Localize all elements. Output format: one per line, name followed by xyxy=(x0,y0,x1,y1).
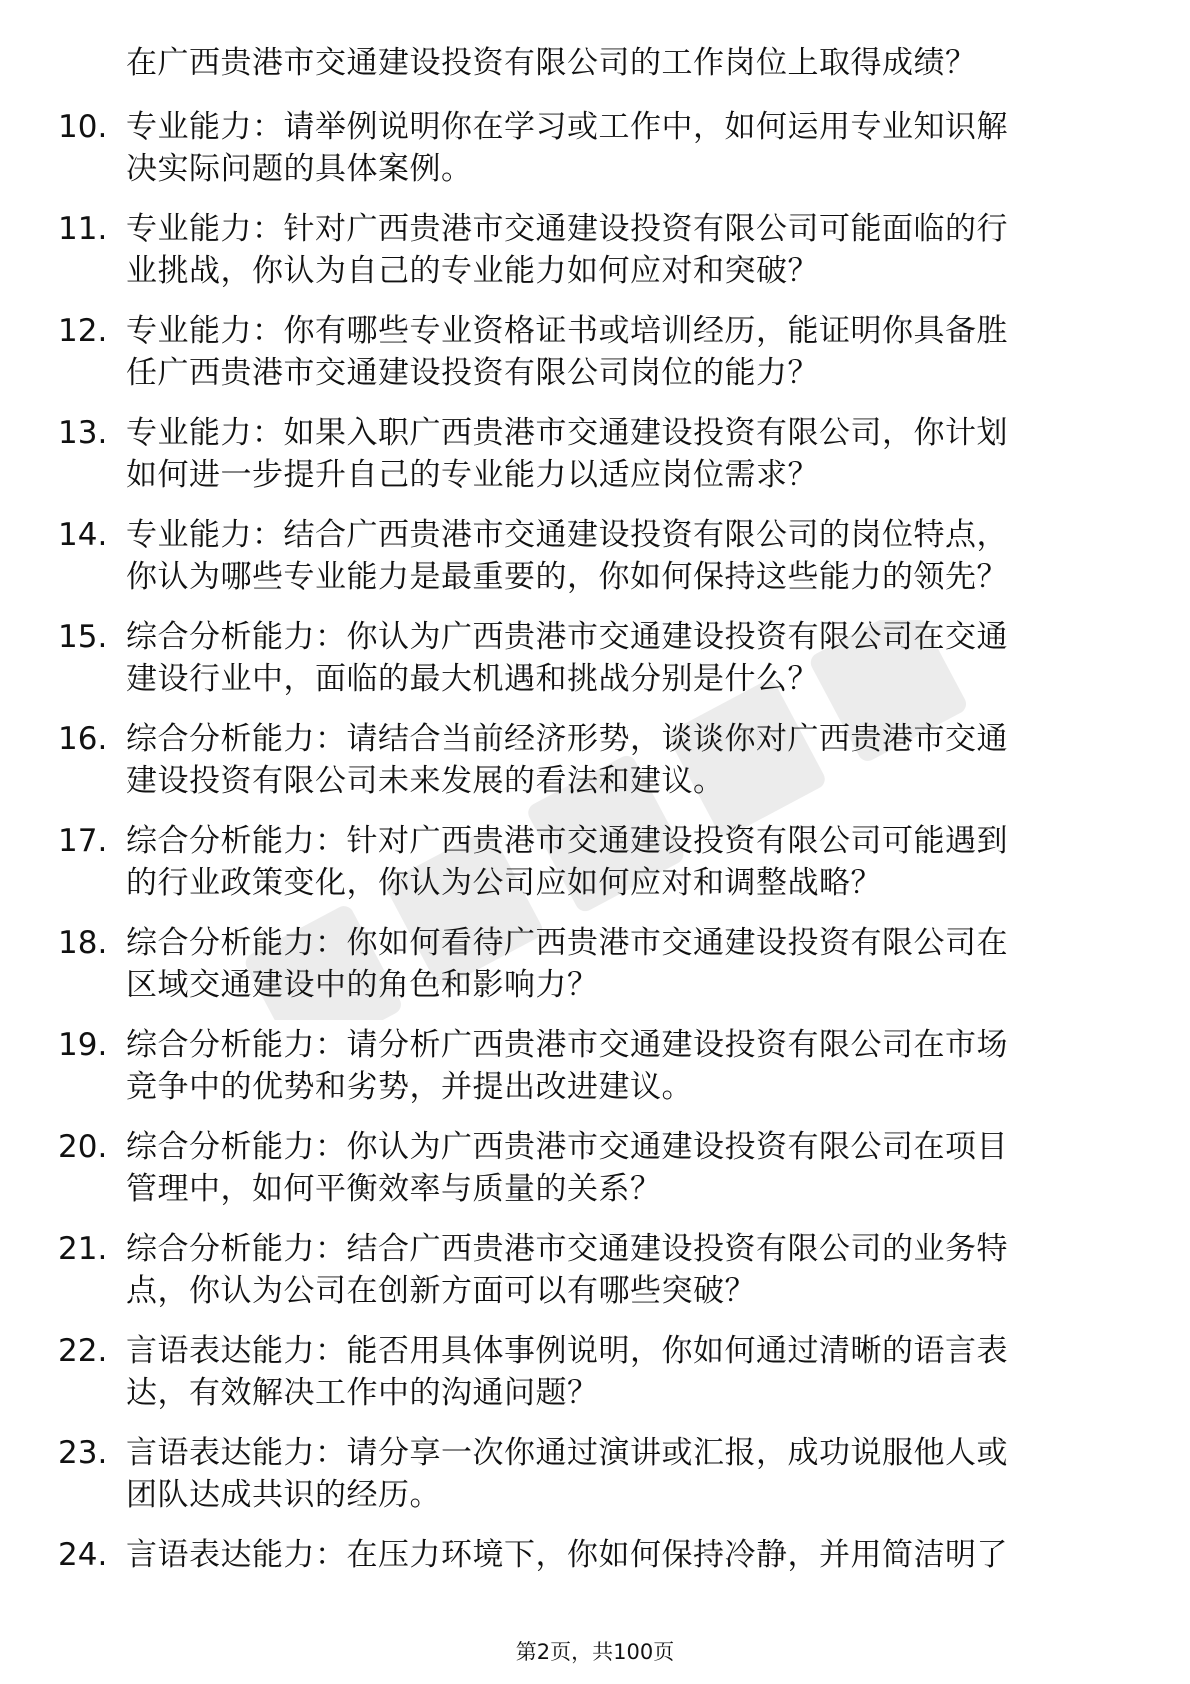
question-number: 11. xyxy=(58,211,108,247)
question-item-18 xyxy=(0,922,1190,1006)
question-item-12 xyxy=(0,310,1190,394)
question-item-20 xyxy=(0,1126,1190,1210)
question-text-line: 点，你认为公司在创新方面可以有哪些突破？ xyxy=(126,1273,756,1309)
question-text-line: 言语表达能力：请分享一次你通过演讲或汇报，成功说服他人或 xyxy=(126,1435,1008,1471)
question-item-19 xyxy=(0,1024,1190,1108)
question-text-line: 达，有效解决工作中的沟通问题？ xyxy=(126,1375,599,1411)
question-text-line: 竞争中的优势和劣势，并提出改进建议。 xyxy=(126,1069,693,1105)
question-text-line: 专业能力：结合广西贵港市交通建设投资有限公司的岗位特点， xyxy=(126,517,1008,553)
question-text-line: 在广西贵港市交通建设投资有限公司的工作岗位上取得成绩？ xyxy=(126,45,977,81)
question-number: 15. xyxy=(58,619,108,655)
question-text-line: 你认为哪些专业能力是最重要的，你如何保持这些能力的领先？ xyxy=(126,559,1008,595)
question-text-line: 的行业政策变化，你认为公司应如何应对和调整战略？ xyxy=(126,865,882,901)
question-item-17 xyxy=(0,820,1190,904)
question-list xyxy=(0,42,1190,1594)
question-item-21 xyxy=(0,1228,1190,1312)
question-text-line: 建设行业中，面临的最大机遇和挑战分别是什么？ xyxy=(126,661,819,697)
question-item-10 xyxy=(0,106,1190,190)
question-item-11 xyxy=(0,208,1190,292)
question-text-line: 任广西贵港市交通建设投资有限公司岗位的能力？ xyxy=(126,355,819,391)
question-text-line: 综合分析能力：请结合当前经济形势，谈谈你对广西贵港市交通 xyxy=(126,721,1008,757)
question-text-line: 团队达成共识的经历。 xyxy=(126,1477,441,1513)
page-footer xyxy=(0,1636,1190,1666)
page-number-label: 第2页，共100页 xyxy=(515,1640,675,1664)
question-text-line: 区域交通建设中的角色和影响力？ xyxy=(126,967,599,1003)
question-text-line: 综合分析能力：你如何看待广西贵港市交通建设投资有限公司在 xyxy=(126,925,1008,961)
question-text-line: 综合分析能力：你认为广西贵港市交通建设投资有限公司在交通 xyxy=(126,619,1008,655)
question-item-14 xyxy=(0,514,1190,598)
question-text-line: 如何进一步提升自己的专业能力以适应岗位需求？ xyxy=(126,457,819,493)
question-item-13 xyxy=(0,412,1190,496)
question-number: 21. xyxy=(58,1231,108,1267)
question-text-line: 专业能力：你有哪些专业资格证书或培训经历，能证明你具备胜 xyxy=(126,313,1008,349)
question-item-24 xyxy=(0,1534,1190,1576)
question-text-line: 管理中，如何平衡效率与质量的关系？ xyxy=(126,1171,662,1207)
question-number: 22. xyxy=(58,1333,108,1369)
question-number: 19. xyxy=(58,1027,108,1063)
question-item-16 xyxy=(0,718,1190,802)
question-number: 13. xyxy=(58,415,108,451)
question-item-23 xyxy=(0,1432,1190,1516)
question-text-line: 综合分析能力：请分析广西贵港市交通建设投资有限公司在市场 xyxy=(126,1027,1008,1063)
question-number: 14. xyxy=(58,517,108,553)
question-number: 12. xyxy=(58,313,108,349)
question-item-22 xyxy=(0,1330,1190,1414)
question-text-line: 专业能力：针对广西贵港市交通建设投资有限公司可能面临的行 xyxy=(126,211,1008,247)
question-text-line: 决实际问题的具体案例。 xyxy=(126,151,473,187)
question-text-line: 建设投资有限公司未来发展的看法和建议。 xyxy=(126,763,725,799)
question-text-line: 专业能力：如果入职广西贵港市交通建设投资有限公司，你计划 xyxy=(126,415,1008,451)
question-number: 23. xyxy=(58,1435,108,1471)
question-number: 24. xyxy=(58,1537,108,1573)
question-number: 16. xyxy=(58,721,108,757)
question-text-line: 综合分析能力：你认为广西贵港市交通建设投资有限公司在项目 xyxy=(126,1129,1008,1165)
question-text-line: 言语表达能力：能否用具体事例说明，你如何通过清晰的语言表 xyxy=(126,1333,1008,1369)
question-text-line: 综合分析能力：结合广西贵港市交通建设投资有限公司的业务特 xyxy=(126,1231,1008,1267)
question-item-15 xyxy=(0,616,1190,700)
question-number: 10. xyxy=(58,109,108,145)
question-text-line: 综合分析能力：针对广西贵港市交通建设投资有限公司可能遇到 xyxy=(126,823,1008,859)
question-text-line: 业挑战，你认为自己的专业能力如何应对和突破？ xyxy=(126,253,819,289)
question-number: 18. xyxy=(58,925,108,961)
question-number: 20. xyxy=(58,1129,108,1165)
question-text-line: 言语表达能力：在压力环境下，你如何保持冷静，并用简洁明了 xyxy=(126,1537,1008,1573)
question-number: 17. xyxy=(58,823,108,859)
question-text-line: 专业能力：请举例说明你在学习或工作中，如何运用专业知识解 xyxy=(126,109,1008,145)
question-item-continuation xyxy=(0,42,1190,84)
